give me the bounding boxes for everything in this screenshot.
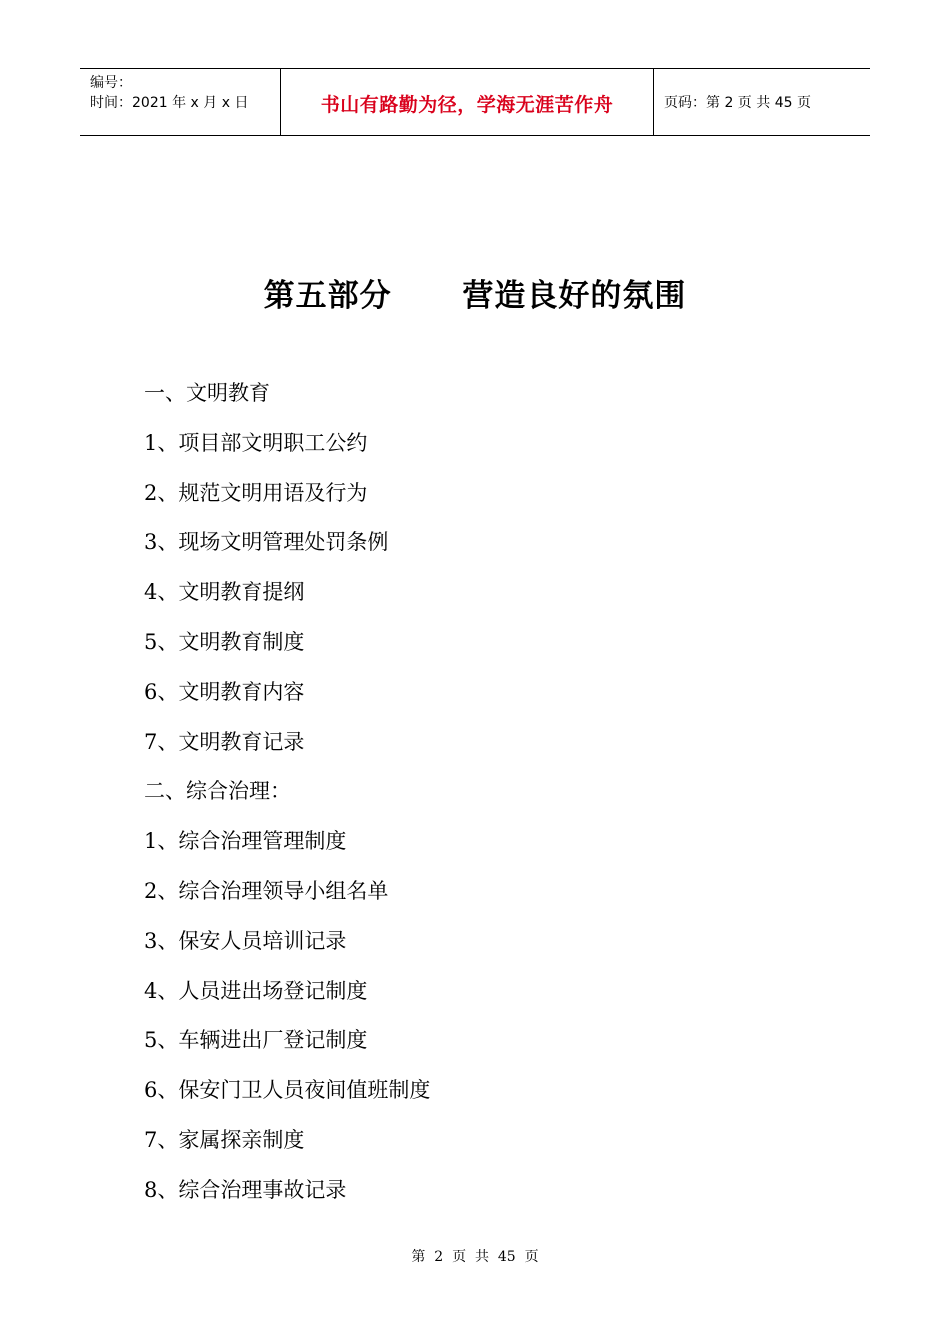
list-item: 5、车辆进出厂登记制度 xyxy=(144,1028,368,1053)
list-item: 1、项目部文明职工公约 xyxy=(144,430,368,455)
header-meta-cell xyxy=(80,69,281,135)
list-item: 3、保安人员培训记录 xyxy=(144,928,347,953)
time-label: 时间：2021 年 x 月 x 日 xyxy=(90,95,249,111)
motto-text: 书山有路勤为径，学海无涯苦作舟 xyxy=(320,93,614,116)
page-indicator: 页码：第 2 页 共 45 页 xyxy=(664,95,811,111)
list-item: 6、文明教育内容 xyxy=(144,679,305,704)
list-item: 7、文明教育记录 xyxy=(144,729,305,754)
list-item: 8、综合治理事故记录 xyxy=(144,1177,347,1202)
list-item: 6、保安门卫人员夜间值班制度 xyxy=(144,1078,431,1103)
page-footer: 第 2 页 共 45 页 xyxy=(411,1249,539,1265)
list-item: 4、文明教育提纲 xyxy=(144,580,305,605)
list-item: 3、现场文明管理处罚条例 xyxy=(144,530,389,555)
list-item: 1、综合治理管理制度 xyxy=(144,829,347,854)
section-heading: 一、文明教育 xyxy=(144,381,270,405)
document-body xyxy=(144,373,844,1220)
page-title: 第五部分 营造良好的氛围 xyxy=(263,278,687,314)
list-item: 7、家属探亲制度 xyxy=(144,1127,305,1152)
number-label: 编号： xyxy=(90,75,132,91)
list-item: 2、规范文明用语及行为 xyxy=(144,480,368,505)
header-motto-cell xyxy=(281,69,654,135)
list-item: 4、人员进出场登记制度 xyxy=(144,978,368,1003)
list-item: 2、综合治理领导小组名单 xyxy=(144,878,389,903)
list-item: 5、文明教育制度 xyxy=(144,629,305,654)
section-heading: 二、综合治理： xyxy=(144,779,291,804)
page-header xyxy=(80,68,870,136)
header-page-cell xyxy=(654,69,870,135)
